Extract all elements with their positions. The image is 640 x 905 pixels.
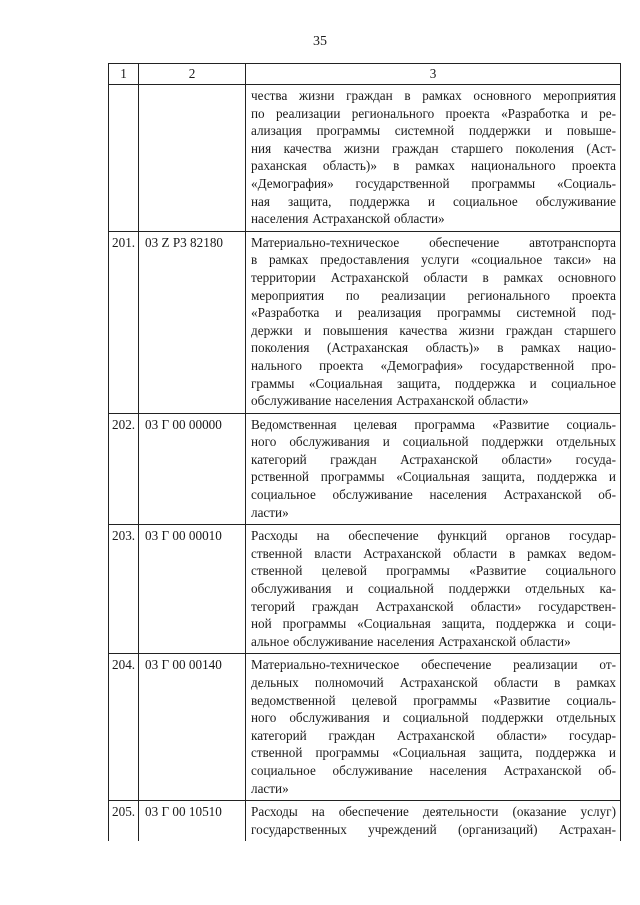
description-line: ализация программы системной поддержки и повыше-: [251, 123, 616, 139]
description-line: Материально-техническое обеспечение автотранспорта: [251, 234, 616, 250]
row-number: 204.: [109, 654, 139, 801]
description-line: ственной власти Астраханской области в рамках ведом-: [251, 545, 616, 561]
description-line: ласти»: [251, 504, 289, 520]
description-line: рственной программы «Социальная защита, поддержка и: [251, 469, 616, 485]
budget-classification-table: [108, 63, 621, 841]
description-line: ной программы «Социальная защита, поддержка и соци-: [251, 616, 616, 632]
classification-code: 03 Г 00 00010: [139, 525, 246, 654]
row-number: [109, 85, 139, 232]
column-header-number: 1: [109, 64, 139, 85]
description-line: чества жизни граждан в рамках основного мероприятия: [251, 88, 616, 103]
description: [246, 231, 621, 413]
description: [246, 85, 621, 232]
description-line: ного обслуживания и социальной поддержки отдельных: [251, 434, 616, 450]
description-line: граммы «Социальная защита, поддержка и социальное: [251, 375, 616, 391]
description-line: социальное обслуживание населения Астраханской об-: [251, 487, 616, 503]
description-line: ния качества жизни граждан старшего поколения (Аст-: [251, 140, 616, 156]
description-line: ственной целевой программы «Развитие социального: [251, 563, 616, 579]
description-line: ного обслуживания и социальной поддержки отдельных: [251, 710, 616, 726]
description-line: территории Астраханской области в рамках основного: [251, 269, 616, 285]
table-row: [109, 801, 621, 842]
description-line: Материально-техническое обеспечение реализации от-: [251, 657, 616, 673]
description-line: поколения (Астраханская область)» в рамках нацио-: [251, 340, 616, 356]
description-line: раханская область)» в рамках национального проекта: [251, 158, 616, 174]
column-header-description: 3: [246, 64, 621, 85]
row-number: 203.: [109, 525, 139, 654]
description-line: дельных полномочий Астраханской области в рамках: [251, 675, 616, 690]
description-line: «Разработка и реализация программы системной под-: [251, 305, 616, 321]
description-line: обслуживания и социальной поддержки отдельных ка-: [251, 581, 616, 597]
description-line: населения Астраханской области»: [251, 211, 445, 227]
description-line: Расходы на обеспечение деятельности (оказание услуг): [251, 804, 616, 820]
description: [246, 525, 621, 654]
table-row: [109, 525, 621, 654]
description-line: держки и повышения качества жизни граждан старшего: [251, 322, 616, 338]
classification-code: 03 Z P3 82180: [139, 231, 246, 413]
description-line: социальное обслуживание населения Астраханской об-: [251, 762, 616, 778]
description-line: Расходы на обеспечение функций органов государ-: [251, 528, 616, 544]
row-number: 205.: [109, 801, 139, 842]
description-line: альное обслуживание населения Астраханской области»: [251, 633, 571, 649]
description-line: ведомственной целевой программы «Развитие социаль-: [251, 692, 616, 708]
classification-code: [139, 85, 246, 232]
description: [246, 801, 621, 842]
description: [246, 654, 621, 801]
row-number: 201.: [109, 231, 139, 413]
classification-code: 03 Г 00 10510: [139, 801, 246, 842]
table-row: [109, 231, 621, 413]
description-line: ственной программы «Социальная защита, поддержка и: [251, 745, 616, 761]
table-row: [109, 413, 621, 525]
description-line: ная защита, поддержка и социальное обслуживание: [251, 193, 616, 209]
description-line: тегорий граждан Астраханской области» государствен-: [251, 598, 616, 614]
description-line: ласти»: [251, 780, 289, 796]
description-line: мероприятия по реализации регионального проекта: [251, 287, 616, 303]
description-line: «Демография» государственной программы «Социаль-: [251, 175, 616, 191]
table-header-row: [109, 64, 621, 85]
description: [246, 413, 621, 525]
description-line: категорий граждан Астраханской области» государ-: [251, 727, 616, 743]
description-line: нального проекта «Демография» государственной про-: [251, 357, 616, 373]
row-number: 202.: [109, 413, 139, 525]
description-line: государственных учреждений (организаций) Астрахан-: [251, 821, 616, 837]
description-line: в рамках предоставления услуги «социальное такси» на: [251, 252, 616, 268]
description-line: категорий граждан Астраханской области» госуда-: [251, 451, 616, 467]
column-header-code: 2: [139, 64, 246, 85]
classification-code: 03 Г 00 00140: [139, 654, 246, 801]
page-number: 35: [313, 34, 327, 49]
table-row: [109, 654, 621, 801]
description-line: по реализации регионального проекта «Разработка и ре-: [251, 105, 616, 121]
table-row: [109, 85, 621, 232]
classification-code: 03 Г 00 00000: [139, 413, 246, 525]
description-line: обслуживание населения Астраханской области»: [251, 393, 529, 409]
description-line: Ведомственная целевая программа «Развитие социаль-: [251, 416, 616, 432]
